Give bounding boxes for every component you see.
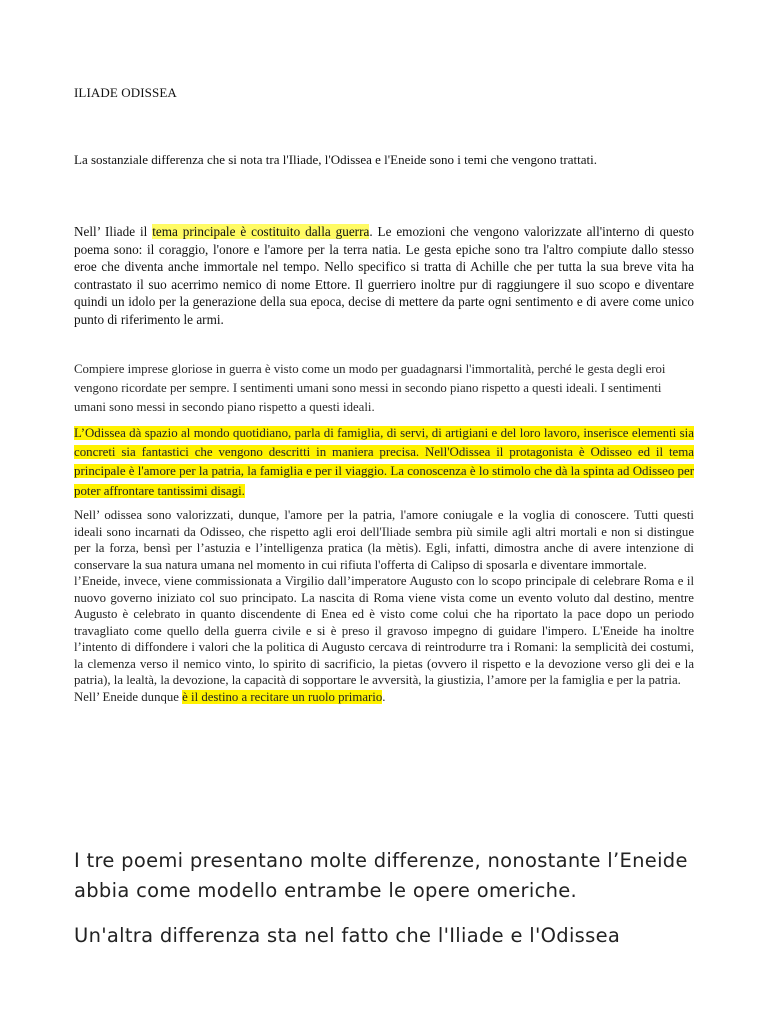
document-title: ILIADE ODISSEA bbox=[74, 85, 177, 100]
eneide-text: l’Eneide, invece, viene commissionata a Virgilio dall’imperatore Augusto con lo scopo principale di celebrare Roma e il nuovo governo iniziato col suo principato. La nascita di Roma viene vista come un evento voluto dal destino, mentre Augusto è celebrato in quanto discendente di Enea ed è visto come colui che ha riportato la pace dopo un periodo travagliato come quello della guerra civile e si è preso il gravoso impegno di guidare l'impero. L'Eneide ha inoltre l’intento di diffondere i valori che la politica di Augusto cercava di reintrodurre tra i Romani: la semplicità dei costumi, la clemenza verso il nemico vinto, lo spirito di sacrificio, la pietas (ovvero il rispetto e la devozione verso gli dei e la patria), la lealtà, la devozione, la capacità di sopportare le avversità, la giustizia, l’amore per la famiglia e per la patria. bbox=[74, 574, 694, 687]
immortality-paragraph: Compiere imprese gloriose in guerra è visto come un modo per guadagnarsi l'immortalità, perché le gesta degli eroi vengono ricordate per sempre. I sentimenti umani sono messi in secondo piano rispetto a questi ideali. I sentimenti umani sono messi in secondo piano rispetto a questi ideali. bbox=[74, 362, 666, 414]
iliade-text-rest: . Le emozioni che vengono valorizzate all'interno di questo poema sono: il coraggio, l'onore e l'amore per la terra natia. Le gesta epiche sono tra l'altro compiute dallo stesso eroe che diventa anche immortale nel tempo. Nello specifico si tratta di Achille che per tutta la sua breve vita ha contrastato il suo acerrimo nemico di nome Ettore. Il guerriero inoltre pur di raggiungere il suo scopo e diventare quindi un idolo per la generazione della sua epoca, decise di mettere da parte ogni sentimento e di avere come unico punto di riferimento le armi. bbox=[74, 224, 694, 327]
iliade-highlight: tema principale è costituito dalla guerra bbox=[152, 224, 370, 239]
odissea-highlight: L’Odissea dà spazio al mondo quotidiano, parla di famiglia, di servi, di artigiani e del loro lavoro, inserisce elementi sia concreti sia fantastici che vengono descritti in maniera precisa. Nell'Odissea il protagonista è Odisseo ed il tema principale è l'amore per la patria, la famiglia e per il viaggio. La conoscenza è lo stimolo che dà la spinta ad Odisseo per poter affrontare tantissimi disagi. bbox=[74, 426, 694, 498]
eneide-conclusion-start: Nell’ Eneide dunque bbox=[74, 689, 183, 704]
eneide-conclusion-end: . bbox=[382, 689, 386, 704]
intro-paragraph: La sostanziale differenza che si nota tra l'Iliade, l'Odissea e l'Eneide sono i temi che vengono trattati. bbox=[74, 152, 597, 167]
iliade-text-start: Nell’ Iliade il bbox=[74, 224, 153, 239]
eneide-conclusion bbox=[74, 689, 694, 706]
eneide-paragraph bbox=[74, 507, 694, 705]
summary-large-text-2: Un'altra differenza sta nel fatto che l'Iliade e l'Odissea bbox=[74, 924, 621, 947]
summary-large-text-1: I tre poemi presentano molte differenze, nonostante l’Eneide abbia come modello entrambe le opere omeriche. bbox=[74, 849, 688, 902]
odissea-paragraph bbox=[74, 424, 694, 501]
odissea-values-text: Nell’ odissea sono valorizzati, dunque, l'amore per la patria, l'amore coniugale e la voglia di conoscere. Tutti questi ideali sono incarnati da Odisseo, che rispetto agli eroi dell'Iliade sembra più simile agli altri mortali e non si distingue per la forza, bensì per l’astuzia e l’intelligenza pratica (la mètis). Egli, infatti, dimostra anche di avere intenzione di conservare la sua natura umana nel momento in cui rifiuta l'offerta di Calipso di sposarla e diventare immortale. bbox=[74, 508, 694, 572]
eneide-highlight: è il destino a recitare un ruolo primario bbox=[182, 689, 383, 704]
iliade-paragraph bbox=[74, 223, 694, 329]
